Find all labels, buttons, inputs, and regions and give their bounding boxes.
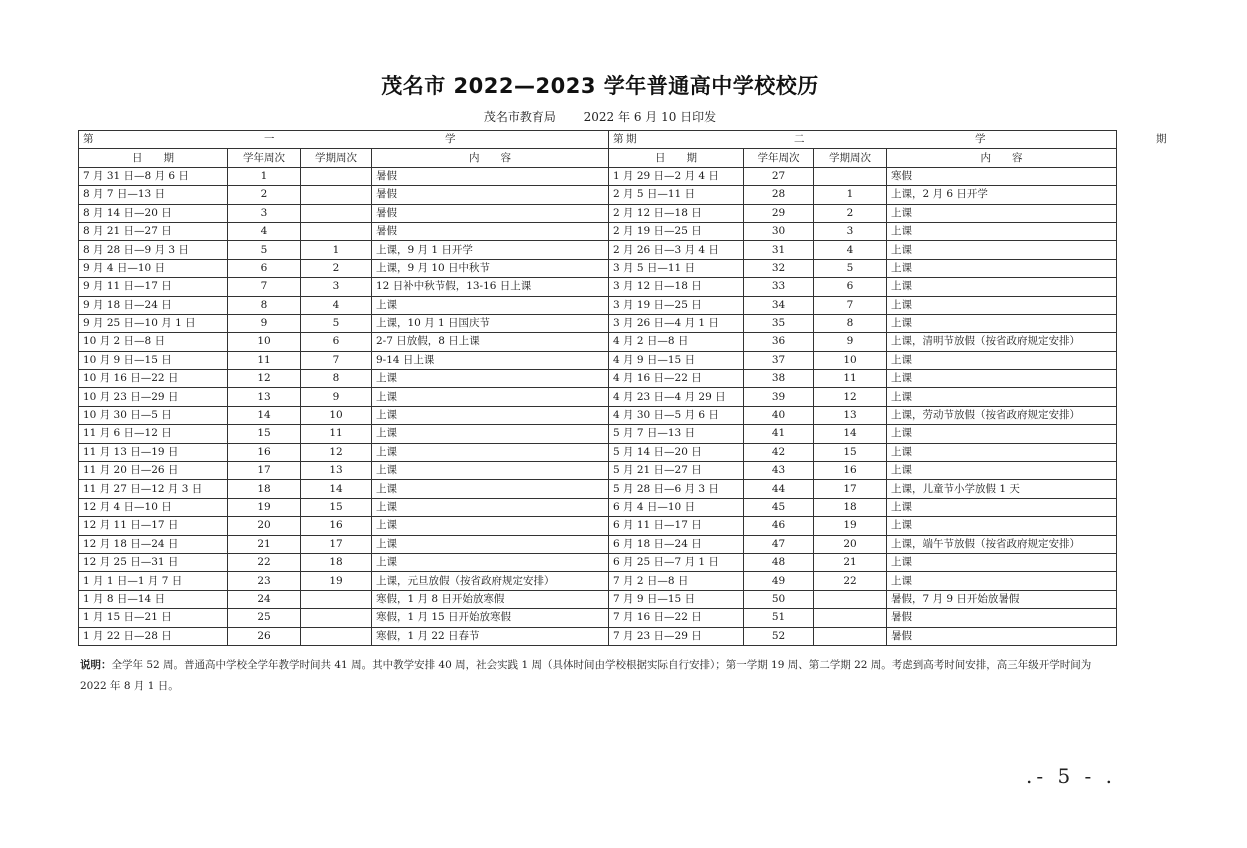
sem1-year-week-cell: 6 <box>228 259 301 277</box>
sem2-year-week-cell: 42 <box>744 443 814 461</box>
sem2-term-week-cell: 14 <box>814 425 887 443</box>
sem1-term-week-cell: 13 <box>301 462 372 480</box>
sem1-term-week-cell: 5 <box>301 314 372 332</box>
sem2-content-cell: 上课 <box>887 204 1117 222</box>
table-row <box>79 535 1117 553</box>
sem2-date-cell: 2 月 12 日—18 日 <box>609 204 744 222</box>
sem1-year-week-cell: 20 <box>228 517 301 535</box>
issuer: 茂名市教育局 <box>483 110 556 124</box>
sem2-term-week-cell: 5 <box>814 259 887 277</box>
sem1-term-week-cell <box>301 222 372 240</box>
sem2-content-cell: 暑假，7 月 9 日开始放暑假 <box>887 590 1117 608</box>
sem2-date-cell: 3 月 19 日—25 日 <box>609 296 744 314</box>
sem1-year-week-cell: 12 <box>228 370 301 388</box>
sem2-content-cell: 上课 <box>887 425 1117 443</box>
sem2-year-week-cell: 50 <box>744 590 814 608</box>
sem2-year-week-cell: 27 <box>744 167 814 185</box>
sem2-year-week-cell: 51 <box>744 609 814 627</box>
semester-1-header: 第 一 学 期 <box>79 131 609 149</box>
sem2-date-cell: 5 月 7 日—13 日 <box>609 425 744 443</box>
table-row <box>79 498 1117 516</box>
table-row <box>79 572 1117 590</box>
table-row <box>79 167 1117 185</box>
sem2-term-week-cell: 10 <box>814 351 887 369</box>
sem1-content-cell: 暑假 <box>372 186 609 204</box>
calendar-body <box>79 167 1117 645</box>
sem2-year-week-cell: 31 <box>744 241 814 259</box>
sem1-year-week-cell: 16 <box>228 443 301 461</box>
sem2-date-cell: 3 月 26 日—4 月 1 日 <box>609 314 744 332</box>
semester-header-row <box>79 131 1117 149</box>
sem2-year-week-cell: 44 <box>744 480 814 498</box>
sem2-date-cell: 1 月 29 日—2 月 4 日 <box>609 167 744 185</box>
sem1-year-week-cell: 17 <box>228 462 301 480</box>
sem1-term-week-cell: 9 <box>301 388 372 406</box>
sem2-year-week-cell: 48 <box>744 553 814 571</box>
note-label: 说明： <box>80 659 112 671</box>
sem1-year-week-cell: 15 <box>228 425 301 443</box>
sem2-year-week-cell: 46 <box>744 517 814 535</box>
sem2-term-week-cell: 3 <box>814 222 887 240</box>
table-row <box>79 351 1117 369</box>
sem2-year-week-cell: 39 <box>744 388 814 406</box>
table-row <box>79 370 1117 388</box>
sem2-content-cell: 上课 <box>887 278 1117 296</box>
sem1-term-week-cell: 15 <box>301 498 372 516</box>
table-row <box>79 333 1117 351</box>
sem2-date-cell: 4 月 23 日—4 月 29 日 <box>609 388 744 406</box>
sem2-content-cell: 上课 <box>887 388 1117 406</box>
table-row <box>79 462 1117 480</box>
sem2-date-cell: 6 月 11 日—17 日 <box>609 517 744 535</box>
sem2-term-week-cell: 17 <box>814 480 887 498</box>
explanation-note <box>80 655 1116 697</box>
sem1-content-cell: 暑假 <box>372 222 609 240</box>
sem2-term-week-cell: 11 <box>814 370 887 388</box>
sem1-term-week-cell: 14 <box>301 480 372 498</box>
sem1-term-week-cell <box>301 204 372 222</box>
sem2-date-cell: 4 月 16 日—22 日 <box>609 370 744 388</box>
sem2-content-cell: 上课 <box>887 259 1117 277</box>
table-row <box>79 259 1117 277</box>
sem2-year-week-cell: 37 <box>744 351 814 369</box>
sem2-term-week-cell <box>814 627 887 645</box>
sem1-year-week-cell: 3 <box>228 204 301 222</box>
sem2-content-cell: 上课 <box>887 443 1117 461</box>
sem1-year-week-cell: 24 <box>228 590 301 608</box>
page-number: .- 5 - . <box>1026 764 1117 788</box>
sem2-year-week-cell: 35 <box>744 314 814 332</box>
sem1-content-cell: 上课 <box>372 535 609 553</box>
sem1-term-week-cell: 11 <box>301 425 372 443</box>
sem2-content-cell: 上课 <box>887 314 1117 332</box>
sem2-date-cell: 4 月 2 日—8 日 <box>609 333 744 351</box>
sem2-term-week-cell <box>814 590 887 608</box>
sem2-date-cell: 5 月 21 日—27 日 <box>609 462 744 480</box>
table-row <box>79 278 1117 296</box>
sem2-content-cell: 上课，儿童节小学放假 1 天 <box>887 480 1117 498</box>
sem1-year-week-cell: 13 <box>228 388 301 406</box>
sem1-date-cell: 12 月 25 日—31 日 <box>79 553 228 571</box>
table-row <box>79 406 1117 424</box>
sem1-year-week-cell: 1 <box>228 167 301 185</box>
sem1-content-cell: 上课 <box>372 388 609 406</box>
table-row <box>79 296 1117 314</box>
sem2-date-cell: 7 月 2 日—8 日 <box>609 572 744 590</box>
sem1-year-week-cell: 9 <box>228 314 301 332</box>
sem1-term-week-cell <box>301 186 372 204</box>
sem2-term-week-cell <box>814 609 887 627</box>
sem1-term-week-cell <box>301 627 372 645</box>
sem2-year-week-cell: 34 <box>744 296 814 314</box>
sem2-date-cell: 4 月 9 日—15 日 <box>609 351 744 369</box>
sem2-term-week-cell: 19 <box>814 517 887 535</box>
sem1-content-cell: 上课 <box>372 517 609 535</box>
sem1-term-week-cell <box>301 609 372 627</box>
sem1-date-cell: 1 月 8 日—14 日 <box>79 590 228 608</box>
sem1-date-cell: 1 月 22 日—28 日 <box>79 627 228 645</box>
sem2-year-week-cell: 40 <box>744 406 814 424</box>
table-row <box>79 186 1117 204</box>
table-row <box>79 480 1117 498</box>
sem2-year-week-cell: 33 <box>744 278 814 296</box>
sem1-date-cell: 12 月 11 日—17 日 <box>79 517 228 535</box>
table-row <box>79 590 1117 608</box>
sem1-content-cell: 上课 <box>372 462 609 480</box>
sem2-content-cell: 寒假 <box>887 167 1117 185</box>
sem1-content-cell: 上课 <box>372 296 609 314</box>
sem1-content-cell: 上课 <box>372 553 609 571</box>
sem1-content-cell: 寒假，1 月 8 日开始放寒假 <box>372 590 609 608</box>
sem2-content-cell: 上课，劳动节放假（按省政府规定安排） <box>887 406 1117 424</box>
sem1-date-cell: 10 月 16 日—22 日 <box>79 370 228 388</box>
sem2-content-cell: 上课 <box>887 517 1117 535</box>
table-row <box>79 241 1117 259</box>
sem1-content-cell: 上课 <box>372 370 609 388</box>
table-row <box>79 517 1117 535</box>
sem1-date-cell: 8 月 21 日—27 日 <box>79 222 228 240</box>
sem1-term-week-cell: 3 <box>301 278 372 296</box>
sem1-content-cell: 上课，10 月 1 日国庆节 <box>372 314 609 332</box>
sem2-term-week-cell: 9 <box>814 333 887 351</box>
sem1-term-week-cell: 10 <box>301 406 372 424</box>
sem2-term-week-cell: 6 <box>814 278 887 296</box>
table-row <box>79 222 1117 240</box>
sem2-content-cell: 上课 <box>887 498 1117 516</box>
sem1-year-week-cell: 26 <box>228 627 301 645</box>
col-header-term-week: 学期周次 <box>301 149 372 167</box>
sem2-term-week-cell: 13 <box>814 406 887 424</box>
sem1-date-cell: 8 月 14 日—20 日 <box>79 204 228 222</box>
sem1-term-week-cell: 12 <box>301 443 372 461</box>
sem1-year-week-cell: 18 <box>228 480 301 498</box>
sem2-date-cell: 2 月 26 日—3 月 4 日 <box>609 241 744 259</box>
sem1-term-week-cell: 1 <box>301 241 372 259</box>
sem2-date-cell: 2 月 19 日—25 日 <box>609 222 744 240</box>
sem2-content-cell: 上课，端午节放假（按省政府规定安排） <box>887 535 1117 553</box>
sem1-date-cell: 8 月 7 日—13 日 <box>79 186 228 204</box>
sem1-content-cell: 暑假 <box>372 167 609 185</box>
sem1-year-week-cell: 19 <box>228 498 301 516</box>
sem2-date-cell: 7 月 16 日—22 日 <box>609 609 744 627</box>
sem2-year-week-cell: 36 <box>744 333 814 351</box>
sem1-year-week-cell: 23 <box>228 572 301 590</box>
table-row <box>79 204 1117 222</box>
sem2-content-cell: 上课，2 月 6 日开学 <box>887 186 1117 204</box>
sem1-content-cell: 上课，9 月 1 日开学 <box>372 241 609 259</box>
sem1-term-week-cell: 18 <box>301 553 372 571</box>
sem2-year-week-cell: 32 <box>744 259 814 277</box>
sem1-term-week-cell: 16 <box>301 517 372 535</box>
sem2-year-week-cell: 43 <box>744 462 814 480</box>
semester-2-header: 第 二 学 期 <box>609 131 1117 149</box>
sem2-term-week-cell <box>814 167 887 185</box>
document-title: 茂名市 2022—2023 学年普通高中学校校历 <box>381 74 819 98</box>
sem1-term-week-cell: 4 <box>301 296 372 314</box>
sem2-year-week-cell: 47 <box>744 535 814 553</box>
sem2-date-cell: 3 月 12 日—18 日 <box>609 278 744 296</box>
sem2-term-week-cell: 21 <box>814 553 887 571</box>
col-header-content: 内 容 <box>887 149 1117 167</box>
sem1-content-cell: 9-14 日上课 <box>372 351 609 369</box>
document-subtitle <box>0 108 1200 125</box>
sem2-content-cell: 上课 <box>887 222 1117 240</box>
sem1-date-cell: 11 月 13 日—19 日 <box>79 443 228 461</box>
sem2-date-cell: 6 月 18 日—24 日 <box>609 535 744 553</box>
table-row <box>79 609 1117 627</box>
sem1-year-week-cell: 4 <box>228 222 301 240</box>
col-header-year-week: 学年周次 <box>228 149 301 167</box>
table-row <box>79 443 1117 461</box>
sem2-content-cell: 暑假 <box>887 627 1117 645</box>
note-text: 全学年 52 周。普通高中学校全学年教学时间共 41 周。其中教学安排 40 周，社会实践 1 周（具体时间由学校根据实际自行安排）；第一学期 19 周、第二学期 22 周。考虑到高考时间安排，高三年级开学时间为 2022 年 8 月 1 日。 <box>80 659 1092 692</box>
table-row <box>79 388 1117 406</box>
sem1-content-cell: 上课，9 月 10 日中秋节 <box>372 259 609 277</box>
sem1-year-week-cell: 22 <box>228 553 301 571</box>
sem2-term-week-cell: 16 <box>814 462 887 480</box>
sem2-term-week-cell: 20 <box>814 535 887 553</box>
sem1-term-week-cell <box>301 167 372 185</box>
sem1-year-week-cell: 11 <box>228 351 301 369</box>
sem2-content-cell: 上课 <box>887 351 1117 369</box>
sem2-term-week-cell: 8 <box>814 314 887 332</box>
sem2-date-cell: 2 月 5 日—11 日 <box>609 186 744 204</box>
sem1-year-week-cell: 2 <box>228 186 301 204</box>
sem1-date-cell: 10 月 30 日—5 日 <box>79 406 228 424</box>
sem1-term-week-cell: 19 <box>301 572 372 590</box>
sem1-date-cell: 7 月 31 日—8 月 6 日 <box>79 167 228 185</box>
sem2-year-week-cell: 49 <box>744 572 814 590</box>
sem1-date-cell: 10 月 23 日—29 日 <box>79 388 228 406</box>
sem1-date-cell: 12 月 4 日—10 日 <box>79 498 228 516</box>
sem1-date-cell: 11 月 27 日—12 月 3 日 <box>79 480 228 498</box>
col-header-term-week: 学期周次 <box>814 149 887 167</box>
sem1-term-week-cell: 8 <box>301 370 372 388</box>
issue-date: 2022 年 6 月 10 日印发 <box>583 110 717 124</box>
sem2-year-week-cell: 41 <box>744 425 814 443</box>
sem1-content-cell: 上课 <box>372 443 609 461</box>
sem1-year-week-cell: 25 <box>228 609 301 627</box>
sem2-content-cell: 上课 <box>887 241 1117 259</box>
sem1-date-cell: 9 月 18 日—24 日 <box>79 296 228 314</box>
sem2-content-cell: 上课 <box>887 296 1117 314</box>
sem1-content-cell: 上课 <box>372 498 609 516</box>
sem2-term-week-cell: 1 <box>814 186 887 204</box>
sem2-term-week-cell: 2 <box>814 204 887 222</box>
sem1-content-cell: 寒假，1 月 15 日开始放寒假 <box>372 609 609 627</box>
sem1-date-cell: 9 月 11 日—17 日 <box>79 278 228 296</box>
sem2-year-week-cell: 45 <box>744 498 814 516</box>
sem2-content-cell: 暑假 <box>887 609 1117 627</box>
sem1-date-cell: 11 月 20 日—26 日 <box>79 462 228 480</box>
sem2-year-week-cell: 28 <box>744 186 814 204</box>
table-row <box>79 425 1117 443</box>
sem1-date-cell: 1 月 15 日—21 日 <box>79 609 228 627</box>
sem1-date-cell: 11 月 6 日—12 日 <box>79 425 228 443</box>
sem2-date-cell: 6 月 4 日—10 日 <box>609 498 744 516</box>
sem1-date-cell: 10 月 2 日—8 日 <box>79 333 228 351</box>
sem1-year-week-cell: 5 <box>228 241 301 259</box>
sem1-content-cell: 12 日补中秋节假，13-16 日上课 <box>372 278 609 296</box>
sem1-date-cell: 9 月 4 日—10 日 <box>79 259 228 277</box>
sem1-date-cell: 12 月 18 日—24 日 <box>79 535 228 553</box>
sem2-year-week-cell: 29 <box>744 204 814 222</box>
sem1-content-cell: 2-7 日放假，8 日上课 <box>372 333 609 351</box>
sem2-year-week-cell: 38 <box>744 370 814 388</box>
sem1-year-week-cell: 8 <box>228 296 301 314</box>
sem2-date-cell: 4 月 30 日—5 月 6 日 <box>609 406 744 424</box>
sem2-date-cell: 7 月 23 日—29 日 <box>609 627 744 645</box>
sem1-term-week-cell: 6 <box>301 333 372 351</box>
sem1-date-cell: 8 月 28 日—9 月 3 日 <box>79 241 228 259</box>
sem2-date-cell: 5 月 14 日—20 日 <box>609 443 744 461</box>
sem2-year-week-cell: 30 <box>744 222 814 240</box>
table-row <box>79 553 1117 571</box>
col-header-date: 日 期 <box>79 149 228 167</box>
sem1-content-cell: 上课 <box>372 480 609 498</box>
sem1-content-cell: 上课，元旦放假（按省政府规定安排） <box>372 572 609 590</box>
sem2-term-week-cell: 4 <box>814 241 887 259</box>
sem2-year-week-cell: 52 <box>744 627 814 645</box>
col-header-content: 内 容 <box>372 149 609 167</box>
sem2-term-week-cell: 15 <box>814 443 887 461</box>
sem2-content-cell: 上课 <box>887 370 1117 388</box>
sem2-date-cell: 3 月 5 日—11 日 <box>609 259 744 277</box>
sem1-term-week-cell: 17 <box>301 535 372 553</box>
sem1-content-cell: 寒假，1 月 22 日春节 <box>372 627 609 645</box>
sem1-content-cell: 暑假 <box>372 204 609 222</box>
sem2-content-cell: 上课 <box>887 462 1117 480</box>
column-header-row <box>79 149 1117 167</box>
col-header-year-week: 学年周次 <box>744 149 814 167</box>
sem1-year-week-cell: 10 <box>228 333 301 351</box>
table-row <box>79 627 1117 645</box>
sem2-content-cell: 上课，清明节放假（按省政府规定安排） <box>887 333 1117 351</box>
sem2-date-cell: 6 月 25 日—7 月 1 日 <box>609 553 744 571</box>
sem2-content-cell: 上课 <box>887 572 1117 590</box>
sem1-year-week-cell: 7 <box>228 278 301 296</box>
sem2-date-cell: 7 月 9 日—15 日 <box>609 590 744 608</box>
sem2-term-week-cell: 7 <box>814 296 887 314</box>
sem1-content-cell: 上课 <box>372 406 609 424</box>
sem1-content-cell: 上课 <box>372 425 609 443</box>
sem2-content-cell: 上课 <box>887 553 1117 571</box>
sem1-date-cell: 10 月 9 日—15 日 <box>79 351 228 369</box>
col-header-date: 日 期 <box>609 149 744 167</box>
sem1-term-week-cell <box>301 590 372 608</box>
sem1-year-week-cell: 21 <box>228 535 301 553</box>
sem1-date-cell: 1 月 1 日—1 月 7 日 <box>79 572 228 590</box>
sem1-term-week-cell: 2 <box>301 259 372 277</box>
sem2-term-week-cell: 18 <box>814 498 887 516</box>
sem1-year-week-cell: 14 <box>228 406 301 424</box>
sem2-date-cell: 5 月 28 日—6 月 3 日 <box>609 480 744 498</box>
sem2-term-week-cell: 12 <box>814 388 887 406</box>
sem1-term-week-cell: 7 <box>301 351 372 369</box>
sem2-term-week-cell: 22 <box>814 572 887 590</box>
sem1-date-cell: 9 月 25 日—10 月 1 日 <box>79 314 228 332</box>
school-calendar-table <box>78 130 1247 646</box>
table-row <box>79 314 1117 332</box>
